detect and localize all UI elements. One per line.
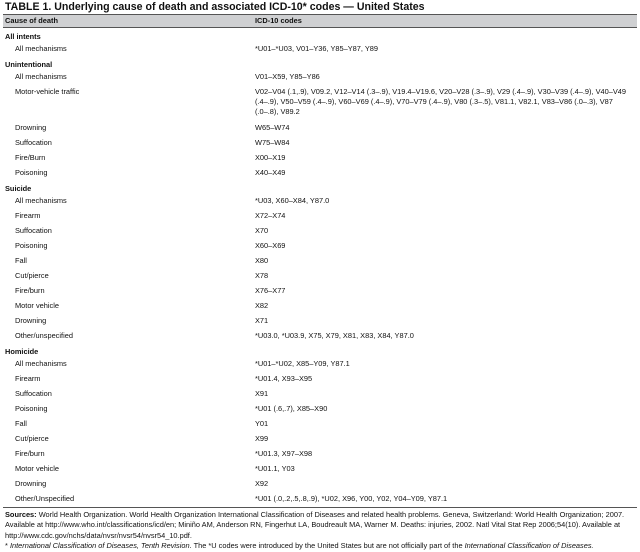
- codes-cell: X60–X69: [255, 241, 286, 250]
- codes-cell: W75–W84: [255, 138, 290, 147]
- cause-cell: Poisoning: [15, 404, 48, 413]
- table-row: [3, 313, 637, 328]
- table-row: [3, 223, 637, 238]
- table-row: [3, 150, 637, 165]
- sources-note: [5, 510, 637, 541]
- codes-cell: Y01: [255, 419, 269, 428]
- codes-cell: X40–X49: [255, 168, 286, 177]
- asterisk-text: . The *U codes were introduced by the United States but are not officially part of the: [189, 541, 465, 551]
- codes-cell: V02–V04 (.1,.9), V09.2, V12–V14 (.3–.9), V19.4–V19.6, V20–V28 (.3–.9), V29 (.4–.9), V30–V39 (.4–.9), V40–V49 (.4–.9), V50–V59 (.4–.9), V60–V69 (.4–.9), V70–V79 (.4–.9), V80 (.3–.5), V81.1, V82.1, V83–V86 (.0–.3), V87 (.0–.8), V89.2: [255, 87, 627, 117]
- codes-cell: X91: [255, 389, 269, 398]
- table-row: [3, 195, 637, 208]
- cause-cell: All mechanisms: [15, 196, 67, 205]
- cause-cell: All mechanisms: [15, 359, 67, 368]
- table-body: [3, 28, 637, 506]
- codes-cell: *U01.1, Y03: [255, 464, 295, 473]
- cause-cell: Suffocation: [15, 226, 52, 235]
- codes-cell: *U01 (.6,.7), X85–X90: [255, 404, 328, 413]
- sources-label: Sources:: [5, 510, 37, 519]
- cause-cell: Suffocation: [15, 138, 52, 147]
- section-label: Homicide: [5, 347, 39, 356]
- table-row: [3, 238, 637, 253]
- cause-cell: Suffocation: [15, 389, 52, 398]
- section-label: All intents: [5, 32, 41, 41]
- cause-cell: Poisoning: [15, 241, 48, 250]
- codes-cell: *U01–*U02, X85–Y09, Y87.1: [255, 359, 350, 368]
- cause-cell: Other/Unspecified: [15, 494, 75, 503]
- cause-cell: Motor-vehicle traffic: [15, 87, 80, 96]
- table-row: [3, 298, 637, 313]
- table-row: [3, 253, 637, 268]
- codes-cell: X80: [255, 256, 269, 265]
- cause-cell: Motor vehicle: [15, 301, 59, 310]
- cause-cell: Fire/burn: [15, 449, 45, 458]
- table-row: [3, 283, 637, 298]
- table-row: [3, 401, 637, 416]
- codes-cell: *U01.3, X97–X98: [255, 449, 313, 458]
- cause-cell: Fire/Burn: [15, 153, 46, 162]
- table-row: [3, 268, 637, 283]
- codes-cell: X00–X19: [255, 153, 286, 162]
- cause-cell: Other/unspecified: [15, 331, 73, 340]
- codes-cell: *U01 (.0,.2,.5,.8,.9), *U02, X96, Y00, Y02, Y04–Y09, Y87.1: [255, 494, 448, 503]
- table-row: [3, 71, 637, 84]
- table-row: [3, 208, 637, 223]
- table-row: [3, 476, 637, 491]
- table-row: [3, 491, 637, 506]
- cause-cell: Drowning: [15, 316, 47, 325]
- cause-cell: Cut/pierce: [15, 434, 49, 443]
- codes-cell: *U03, X60–X84, Y87.0: [255, 196, 330, 205]
- cause-cell: Firearm: [15, 374, 41, 383]
- codes-cell: *U03.0, *U03.9, X75, X79, X81, X83, X84, Y87.0: [255, 331, 414, 340]
- section-label: Suicide: [5, 184, 32, 193]
- section-row: [3, 28, 637, 43]
- table-row: [3, 386, 637, 401]
- cause-cell: Poisoning: [15, 168, 48, 177]
- table-row: [3, 416, 637, 431]
- codes-cell: X72–X74: [255, 211, 286, 220]
- section-row: [3, 343, 637, 358]
- cause-cell: Firearm: [15, 211, 41, 220]
- column-header-codes: ICD-10 codes: [255, 16, 302, 25]
- table-row: [3, 120, 637, 135]
- codes-cell: X76–X77: [255, 286, 286, 295]
- asterisk-italic: International Classification of Diseases, Tenth Revision: [9, 541, 190, 551]
- cause-cell: Fire/burn: [15, 286, 45, 295]
- table-row: [3, 358, 637, 371]
- codes-cell: W65–W74: [255, 123, 290, 132]
- cause-cell: Fall: [15, 256, 27, 265]
- table-row: [3, 84, 637, 120]
- asterisk-mark: *: [5, 541, 8, 551]
- table-row: [3, 328, 637, 343]
- cause-cell: Cut/pierce: [15, 271, 49, 280]
- table-header: [3, 14, 637, 28]
- section-label: Unintentional: [5, 60, 53, 69]
- section-row: [3, 56, 637, 71]
- column-header-cause: Cause of death: [5, 16, 58, 25]
- table-row: [3, 165, 637, 180]
- table-row: [3, 371, 637, 386]
- codes-cell: *U01–*U03, V01–Y36, Y85–Y87, Y89: [255, 44, 379, 53]
- codes-cell: X71: [255, 316, 269, 325]
- codes-cell: X82: [255, 301, 269, 310]
- table-row: [3, 135, 637, 150]
- cause-cell: Fall: [15, 419, 27, 428]
- asterisk-note: [5, 541, 637, 551]
- table-row: [3, 43, 637, 56]
- table-row: [3, 431, 637, 446]
- cause-cell: All mechanisms: [15, 72, 67, 81]
- sources-text: World Health Organization. World Health Organization International Classification of Diseases and related health problems. Geneva, Switzerland: World Health Organization; 2007. Available at http://www.who.int/classifications/icd/en; Miniño AM, Anderson RN, Fingerhut LA, Boudreault MA, Warner M. Deaths: injuries, 2002. Natl Vital Stat Rep 2006;54(10). Available at http://www.cdc.gov/nchs/data/nvsr/nvsr54/nvsr54_10.pdf.: [5, 510, 625, 540]
- asterisk-italic-2: International Classification of Diseases.: [464, 541, 594, 551]
- cause-cell: Drowning: [15, 479, 47, 488]
- codes-cell: X92: [255, 479, 269, 488]
- section-row: [3, 180, 637, 195]
- codes-cell: *U01.4, X93–X95: [255, 374, 313, 383]
- codes-cell: V01–X59, Y85–Y86: [255, 72, 320, 81]
- footnotes: [3, 508, 637, 552]
- table-title: TABLE 1. Underlying cause of death and associated ICD-10* codes — United States: [5, 1, 425, 13]
- table-row: [3, 446, 637, 461]
- codes-cell: X78: [255, 271, 269, 280]
- table-row: [3, 461, 637, 476]
- cause-cell: Motor vehicle: [15, 464, 59, 473]
- cause-cell: Drowning: [15, 123, 47, 132]
- cause-cell: All mechanisms: [15, 44, 67, 53]
- codes-cell: X70: [255, 226, 269, 235]
- table-container: [3, 1, 637, 552]
- codes-cell: X99: [255, 434, 269, 443]
